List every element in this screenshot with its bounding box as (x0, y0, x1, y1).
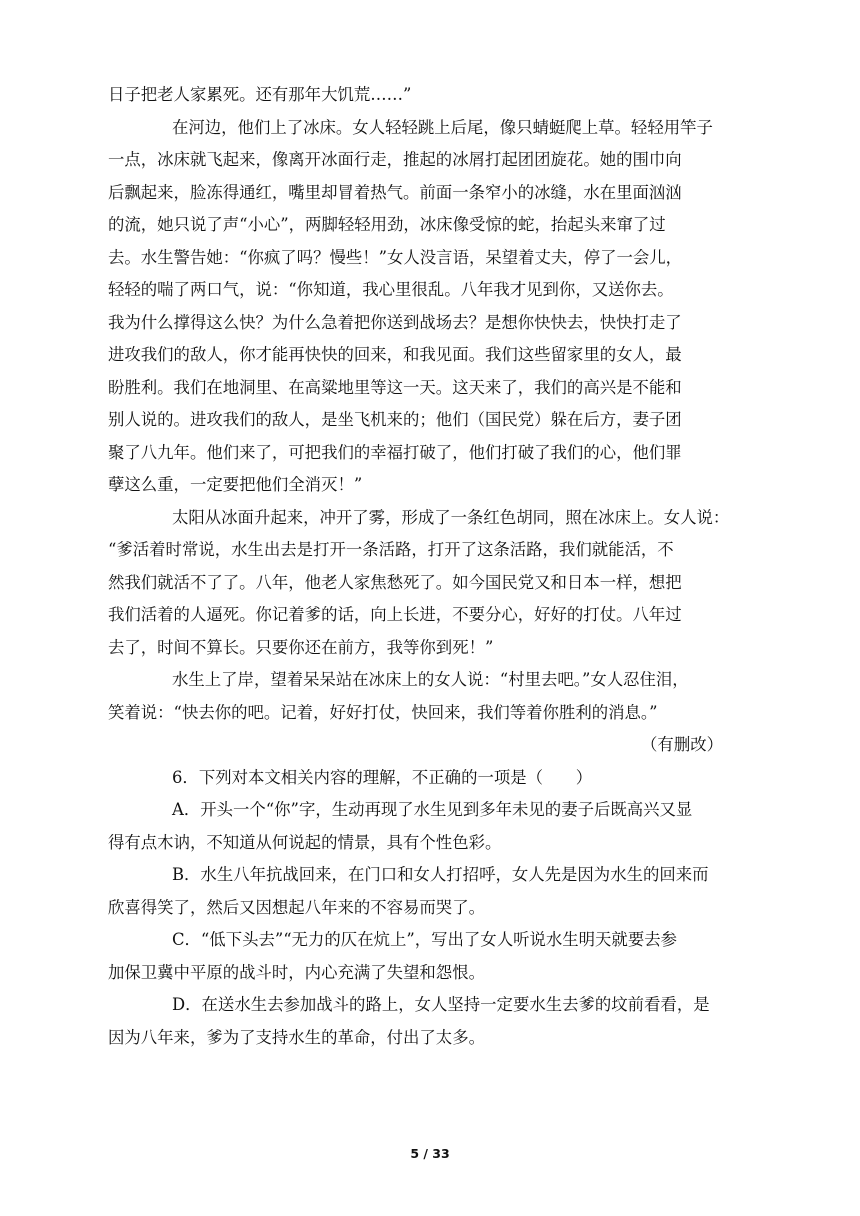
text-line: A．开头一个“你”字，生动再现了水生见到多年未见的妻子后既高兴又显 (172, 800, 693, 819)
text-line: 一点，冰床就飞起来，像离开冰面行走，推起的冰屑打起团团旋花。她的围巾向 (108, 150, 682, 169)
text-line: 然我们就活不了了。八年，他老人家焦愁死了。如今国民党又和日本一样，想把 (108, 572, 682, 592)
text-line: 日子把老人家累死。还有那年大饥荒……” (108, 85, 412, 104)
text-line: 在河边，他们上了冰床。女人轻轻跳上后尾，像只蜻蜓爬上草。轻轻用竿子 (172, 117, 713, 137)
text-line: 我们活着的人逼死。你记着爹的话，向上长进，不要分心，好好的打仗。八年过 (108, 605, 682, 624)
text-line: 笑着说：“快去你的吧。记着，好好打仗，快回来，我们等着你胜利的消息。” (108, 702, 658, 722)
text-line: C．“低下头去”“无力的仄在炕上”，写出了女人听说水生明天就要去参 (172, 930, 677, 949)
text-line: 别人说的。进攻我们的敌人，是坐飞机来的；他们（国民党）躲在后方，妻子团 (108, 410, 682, 429)
text-line: 得有点木讷，不知道从何说起的情景，具有个性色彩。 (108, 832, 502, 852)
text-line: B．水生八年抗战回来，在门口和女人打招呼，女人先是因为水生的回来而 (172, 865, 709, 884)
text-line: 太阳从冰面升起来，冲开了雾，形成了一条红色胡同，照在冰床上。女人说： (172, 507, 730, 527)
text-line: 的流，她只说了声“小心”，两脚轻轻用劲，冰床像受惊的蛇，抬起头来窜了过 (108, 215, 666, 234)
text-line: 我为什么撑得这么快？为什么急着把你送到战场去？是想你快快去，快快打走了 (108, 312, 682, 332)
text-line: 欣喜得笑了，然后又因想起八年来的不容易而哭了。 (108, 897, 485, 917)
text-line: “爹活着时常说，水生出去是打开一条活路，打开了这条活路，我们就能活，不 (108, 540, 674, 559)
text-line: 轻轻的喘了两口气，说：“你知道，我心里很乱。八年我才见到你，又送你去。 (108, 280, 674, 299)
text-line: 去。水生警告她：“你疯了吗？慢些！”女人没言语，呆望着丈夫，停了一会儿， (108, 247, 683, 267)
text-line: 6．下列对本文相关内容的理解，不正确的一项是（ ） (172, 767, 593, 787)
document-body (108, 79, 753, 1054)
text-line: 因为八年来，爹为了支持水生的革命，付出了太多。 (108, 1027, 485, 1047)
text-line: 去了，时间不算长。只要你还在前方，我等你到死！” (108, 637, 494, 657)
text-line: （有删改） (641, 735, 723, 754)
text-line: 水生上了岸，望着呆呆站在冰床上的女人说：“村里去吧。”女人忍住泪， (172, 670, 689, 689)
text-line: 后飘起来，脸冻得通红，嘴里却冒着热气。前面一条窄小的冰缝，水在里面汹汹 (108, 182, 682, 202)
text-line: 盼胜利。我们在地洞里、在高粱地里等这一天。这天来了，我们的高兴是不能和 (108, 377, 682, 397)
text-line: D．在送水生去参加战斗的路上，女人坚持一定要水生去爹的坟前看看，是 (172, 995, 710, 1014)
text-line: 加保卫冀中平原的战斗时，内心充满了失望和怨恨。 (108, 962, 485, 982)
page-number: 5 / 33 (410, 1146, 450, 1161)
text-line: 孽这么重，一定要把他们全消灭！” (108, 475, 363, 494)
text-line: 进攻我们的敌人，你才能再快快的回来，和我见面。我们这些留家里的女人，最 (108, 345, 682, 364)
text-line: 聚了八九年。他们来了，可把我们的幸福打破了，他们打破了我们的心，他们罪 (108, 442, 682, 462)
